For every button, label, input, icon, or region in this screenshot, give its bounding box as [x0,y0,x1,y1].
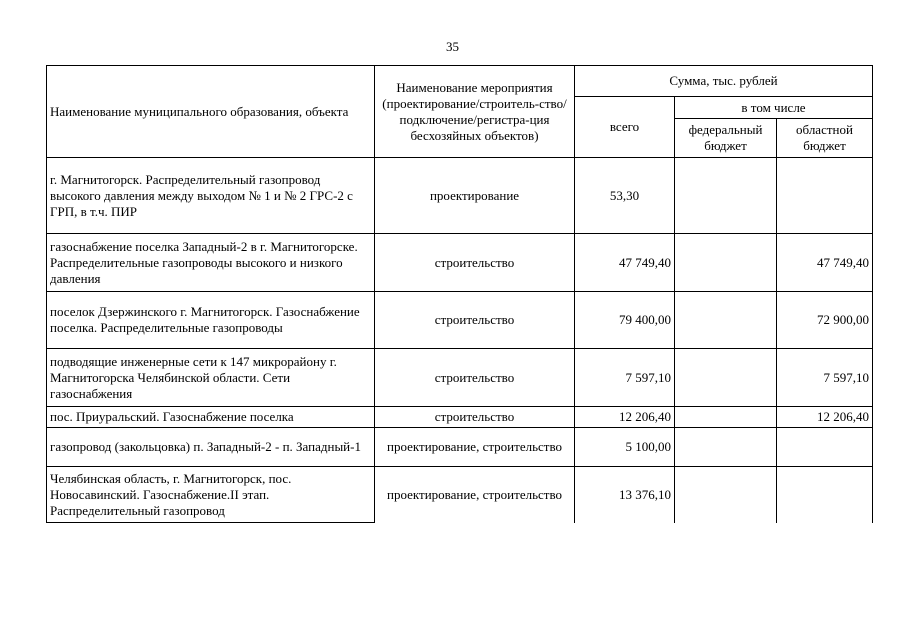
cell-regional [777,467,873,523]
cell-federal [675,407,777,428]
cell-federal [675,428,777,467]
cell-total: 13 376,10 [575,467,675,523]
table-row [47,234,873,292]
header-regional: областной бюджет [777,119,873,158]
cell-federal [675,467,777,523]
cell-name: г. Магнитогорск. Распределительный газопровод высокого давления между выходом № 1 и № 2 ГРС-2 с ГРП, в т.ч. ПИР [47,158,375,234]
cell-regional: 47 749,40 [777,234,873,292]
cell-regional [777,428,873,467]
cell-name: газопровод (закольцовка) п. Западный-2 - п. Западный-1 [47,428,375,467]
cell-name: поселок Дзержинского г. Магнитогорск. Газоснабжение поселка. Распределительные газопроводы [47,292,375,349]
cell-activity: проектирование, строительство [375,428,575,467]
cell-total: 79 400,00 [575,292,675,349]
cell-activity: строительство [375,292,575,349]
table-row [47,158,873,234]
header-total: всего [575,97,675,158]
header-sum: Сумма, тыс. рублей [575,66,873,97]
cell-total: 47 749,40 [575,234,675,292]
cell-name: подводящие инженерные сети к 147 микрорайону г. Магнитогорска Челябинской области. Сети газоснабжения [47,349,375,407]
cell-activity: строительство [375,349,575,407]
header-activity: Наименование мероприятия (проектирование/строитель-ство/подключение/регистра-ция бесхозяйных объектов) [375,66,575,158]
cell-regional: 72 900,00 [777,292,873,349]
cell-regional [777,158,873,234]
cell-total: 5 100,00 [575,428,675,467]
cell-activity: строительство [375,234,575,292]
header-including: в том числе [675,97,873,119]
cell-regional: 12 206,40 [777,407,873,428]
header-federal: федеральный бюджет [675,119,777,158]
table-row [47,407,873,428]
header-name: Наименование муниципального образования, объекта [47,66,375,158]
cell-federal [675,234,777,292]
cell-total: 53,30 [575,158,675,234]
table-row [47,349,873,407]
table-row [47,292,873,349]
cell-name: газоснабжение поселка Западный-2 в г. Магнитогорске. Распределительные газопроводы высокого и низкого давления [47,234,375,292]
cell-activity: проектирование [375,158,575,234]
cell-activity: проектирование, строительство [375,467,575,523]
cell-name: пос. Приуральский. Газоснабжение поселка [47,407,375,428]
cell-regional: 7 597,10 [777,349,873,407]
page-number: 35 [446,39,459,54]
cell-total: 12 206,40 [575,407,675,428]
cell-federal [675,292,777,349]
cell-activity: строительство [375,407,575,428]
cell-total: 7 597,10 [575,349,675,407]
table-row [47,428,873,467]
table-row [47,467,873,523]
cell-federal [675,349,777,407]
cell-name: Челябинская область, г. Магнитогорск, пос. Новосавинский. Газоснабжение.II этап. Распределительный газопровод [47,467,375,523]
cell-federal [675,158,777,234]
budget-table [46,65,873,523]
